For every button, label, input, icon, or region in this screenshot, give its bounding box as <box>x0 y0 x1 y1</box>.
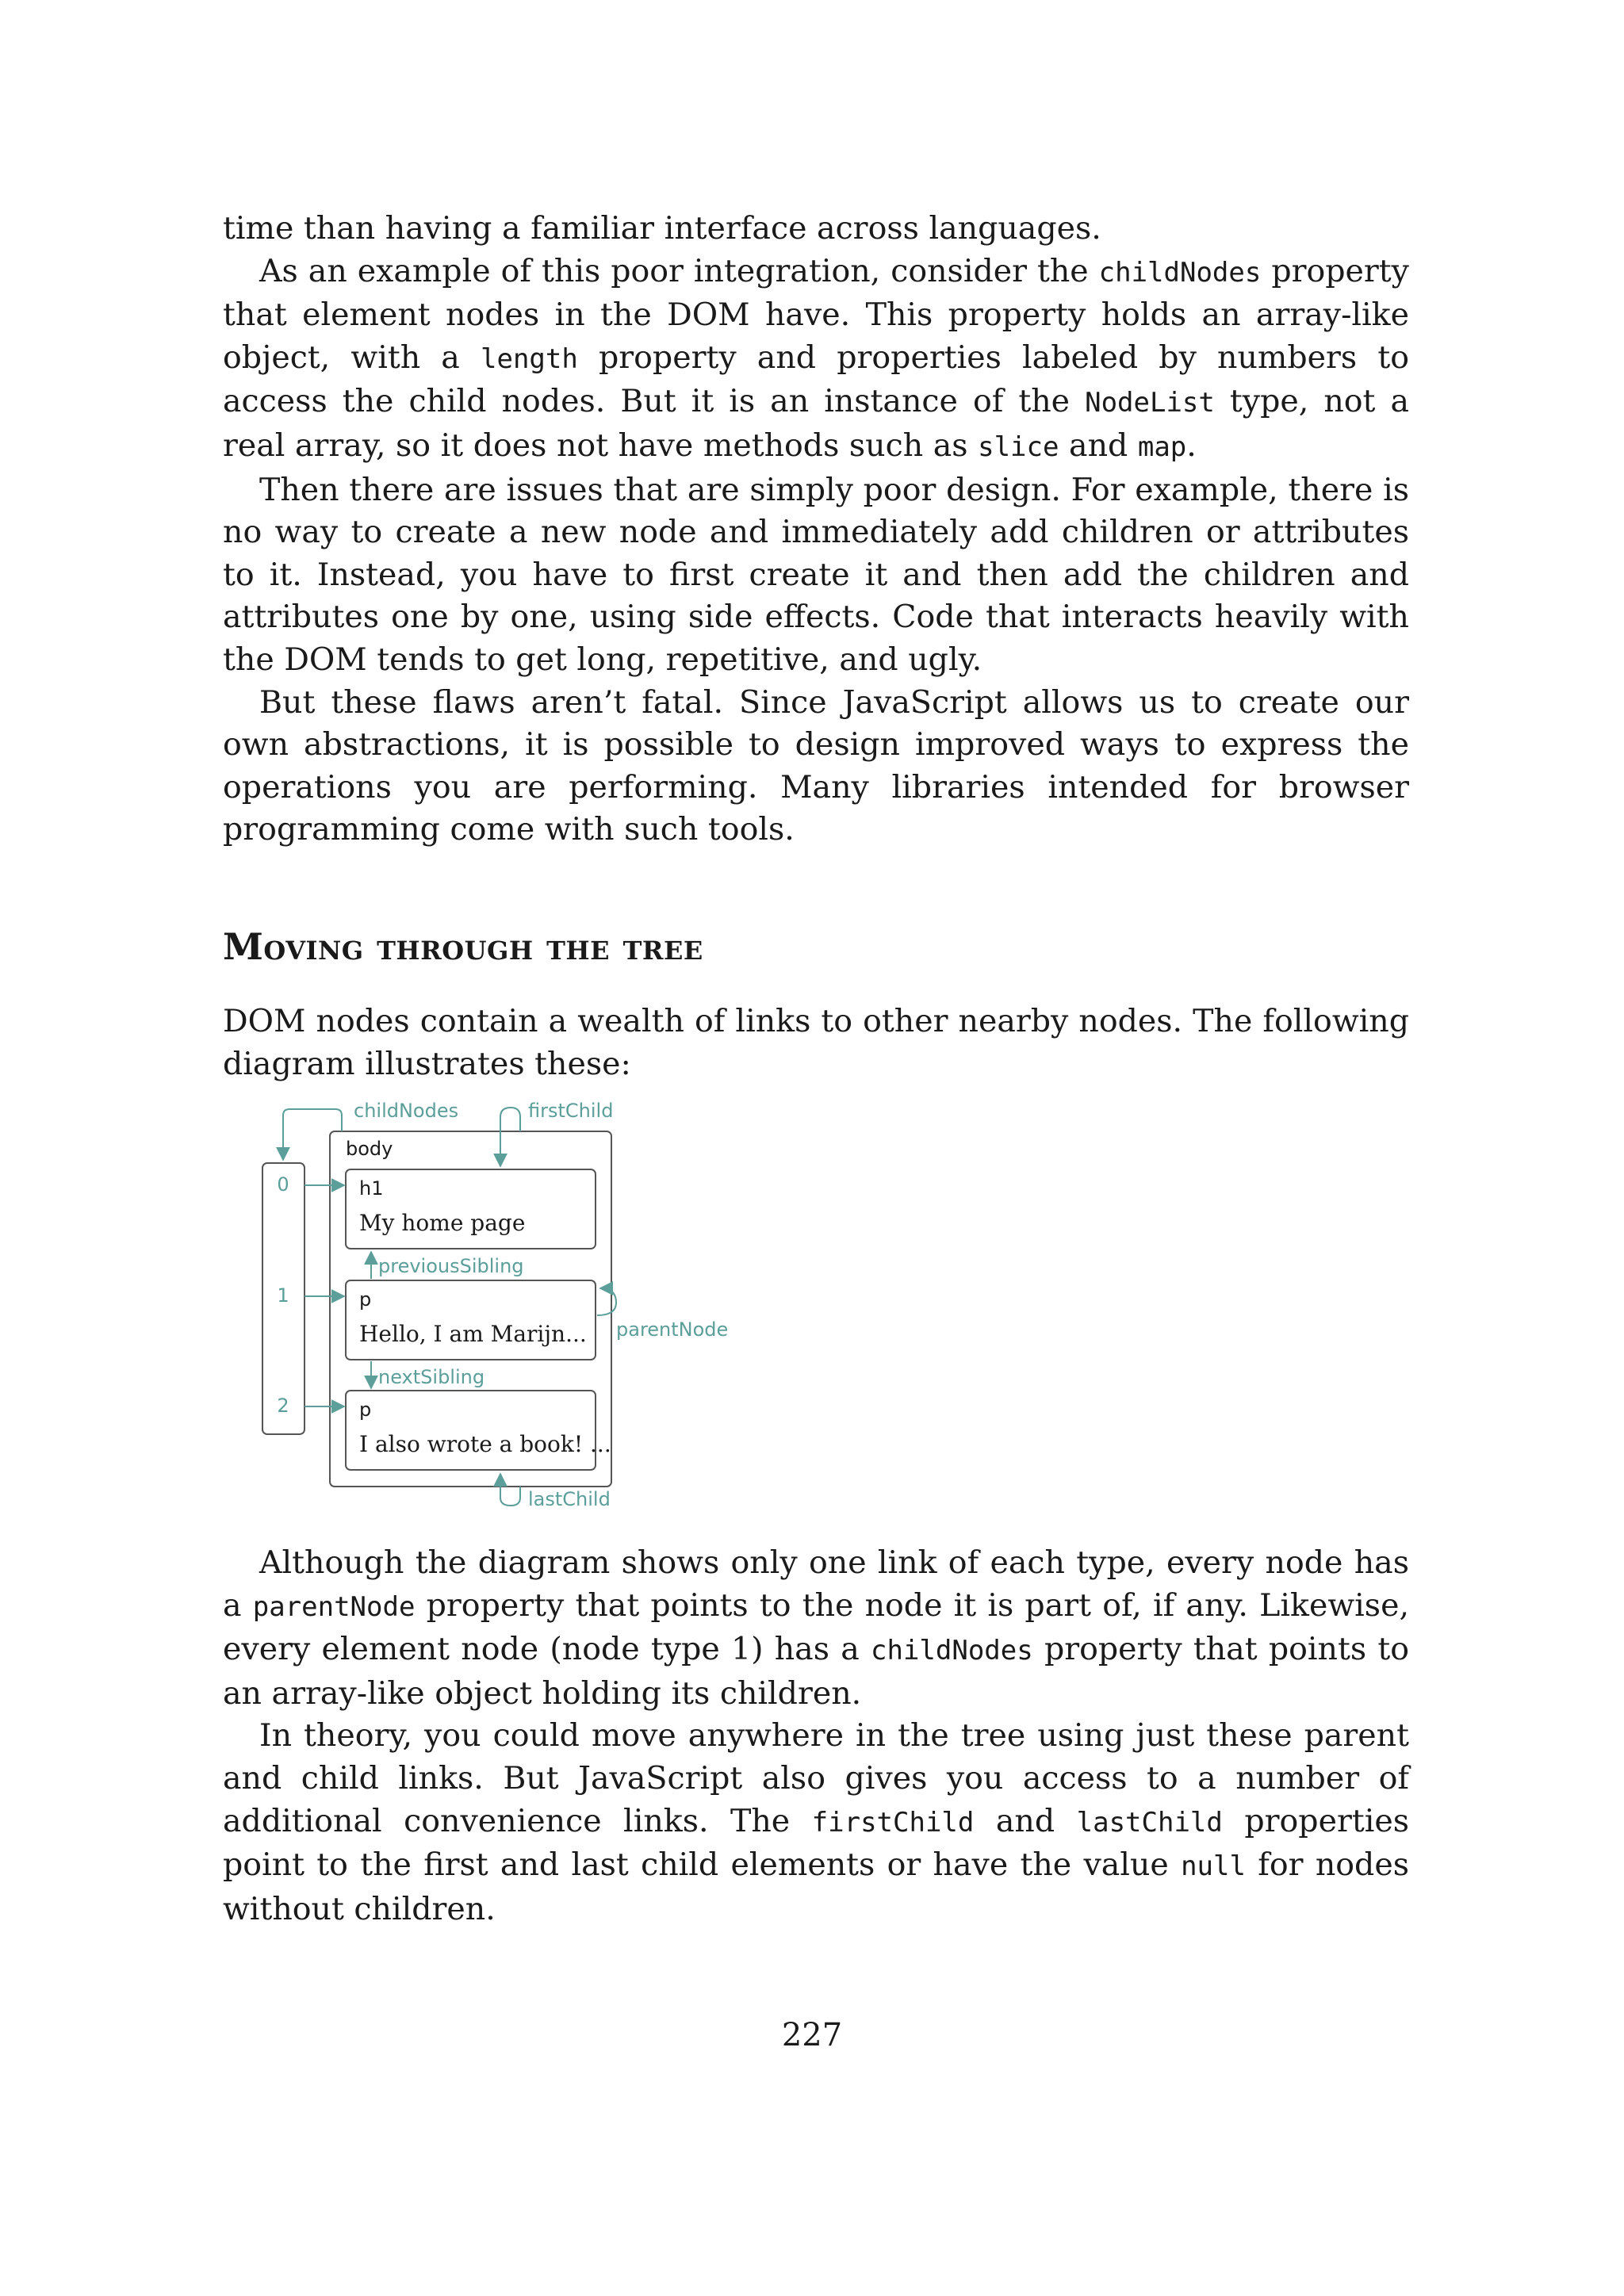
text-run: Then there are issues that are simply poor design. For example, there is no way to create a new node and immediately add children or attributes to it. Instead, you have to first create it and then add the children and attributes one by one, using side effects. Code that interacts heavily with the DOM tends to get long, repetitive, and ugly. <box>223 471 1409 678</box>
text-run: property that element nodes in the DOM have. This property holds an array-like object, with a <box>223 252 1409 376</box>
inline-code: slice <box>978 430 1059 463</box>
arrow-lastchild <box>500 1474 520 1506</box>
text-run: In theory, you could move anywhere in the tree using just these parent and child links. But JavaScript also gives you access to a number of additional convenience links. The <box>223 1717 1409 1839</box>
inline-code: map <box>1137 430 1187 463</box>
text-run: and <box>974 1802 1077 1839</box>
label-lastchild: lastChild <box>528 1488 611 1511</box>
section-heading: Moving through the tree <box>223 924 703 968</box>
text-run: Although the diagram shows only one link of each type, every node has a <box>223 1544 1409 1624</box>
inline-code: childNodes <box>871 1635 1033 1667</box>
node-tag-p2: p <box>359 1399 372 1422</box>
inline-code: firstChild <box>811 1806 975 1839</box>
node-content-h1: My home page <box>359 1210 526 1237</box>
body-paragraph <box>223 208 1409 251</box>
text-run: property that points to an array-like object holding its children. <box>223 1631 1409 1712</box>
text-run: But these flaws aren’t fatal. Since JavaScript allows us to create our own abstractions, it is possible to design improved ways to express the operations you are performing. Many libraries intended for browser programming come with such tools. <box>223 683 1409 848</box>
arrow-firstchild <box>500 1108 520 1166</box>
inline-code: null <box>1181 1850 1246 1883</box>
text-run: . <box>1186 427 1197 464</box>
index-1: 1 <box>277 1284 289 1307</box>
label-nextsibling: nextSibling <box>378 1366 485 1389</box>
text-run: type, not a real array, so it does not have methods such as <box>223 383 1409 464</box>
node-tag-h1: h1 <box>359 1177 384 1200</box>
text-run: property that points to the node it is part of, if any. Likewise, every element node (node type 1) has a <box>223 1586 1409 1668</box>
label-parentnode: parentNode <box>616 1318 729 1341</box>
page-content <box>223 208 1409 1931</box>
text-run: time than having a familiar interface across languages. <box>223 210 1101 247</box>
inline-code: length <box>481 342 578 375</box>
dom-links-diagram <box>223 1100 794 1512</box>
paragraphs-top <box>223 208 1409 851</box>
node-box-p1 <box>346 1280 596 1360</box>
label-firstchild: firstChild <box>528 1100 614 1123</box>
text-run: property and properties labeled by numbers to access the child nodes. But it is an instance of the <box>223 339 1409 420</box>
page-number: 227 <box>781 2017 843 2053</box>
body-paragraph <box>223 469 1409 682</box>
body-paragraph <box>223 1715 1409 1931</box>
text-run: for nodes without children. <box>223 1846 1409 1927</box>
text-run: As an example of this poor integration, consider the <box>259 252 1099 289</box>
node-box-p2 <box>346 1391 596 1470</box>
body-paragraph <box>223 251 1409 469</box>
text-run: and <box>1059 427 1138 464</box>
node-content-p1: Hello, I am Marijn... <box>359 1321 587 1348</box>
text-run: properties point to the first and last child elements or have the value <box>223 1802 1410 1884</box>
index-0: 0 <box>277 1173 289 1196</box>
index-2: 2 <box>277 1395 289 1418</box>
arrow-parentnode <box>597 1288 616 1315</box>
inline-code: childNodes <box>1098 256 1262 289</box>
label-previoussibling: previousSibling <box>378 1255 524 1278</box>
paragraphs-bottom <box>223 1542 1409 1931</box>
label-childnodes: childNodes <box>354 1100 459 1123</box>
body-paragraph <box>223 682 1409 851</box>
node-content-p2: I also wrote a book! ... <box>359 1431 611 1458</box>
body-label: body <box>346 1138 393 1161</box>
inline-code: NodeList <box>1085 387 1215 419</box>
inline-code: parentNode <box>252 1590 416 1623</box>
inline-code: lastChild <box>1076 1806 1223 1839</box>
intro-paragraph: DOM nodes contain a wealth of links to other nearby nodes. The following diagram illustrates these: <box>223 1002 1409 1082</box>
body-paragraph <box>223 1542 1409 1715</box>
node-tag-p1: p <box>359 1288 372 1311</box>
arrow-childnodes <box>283 1109 342 1160</box>
